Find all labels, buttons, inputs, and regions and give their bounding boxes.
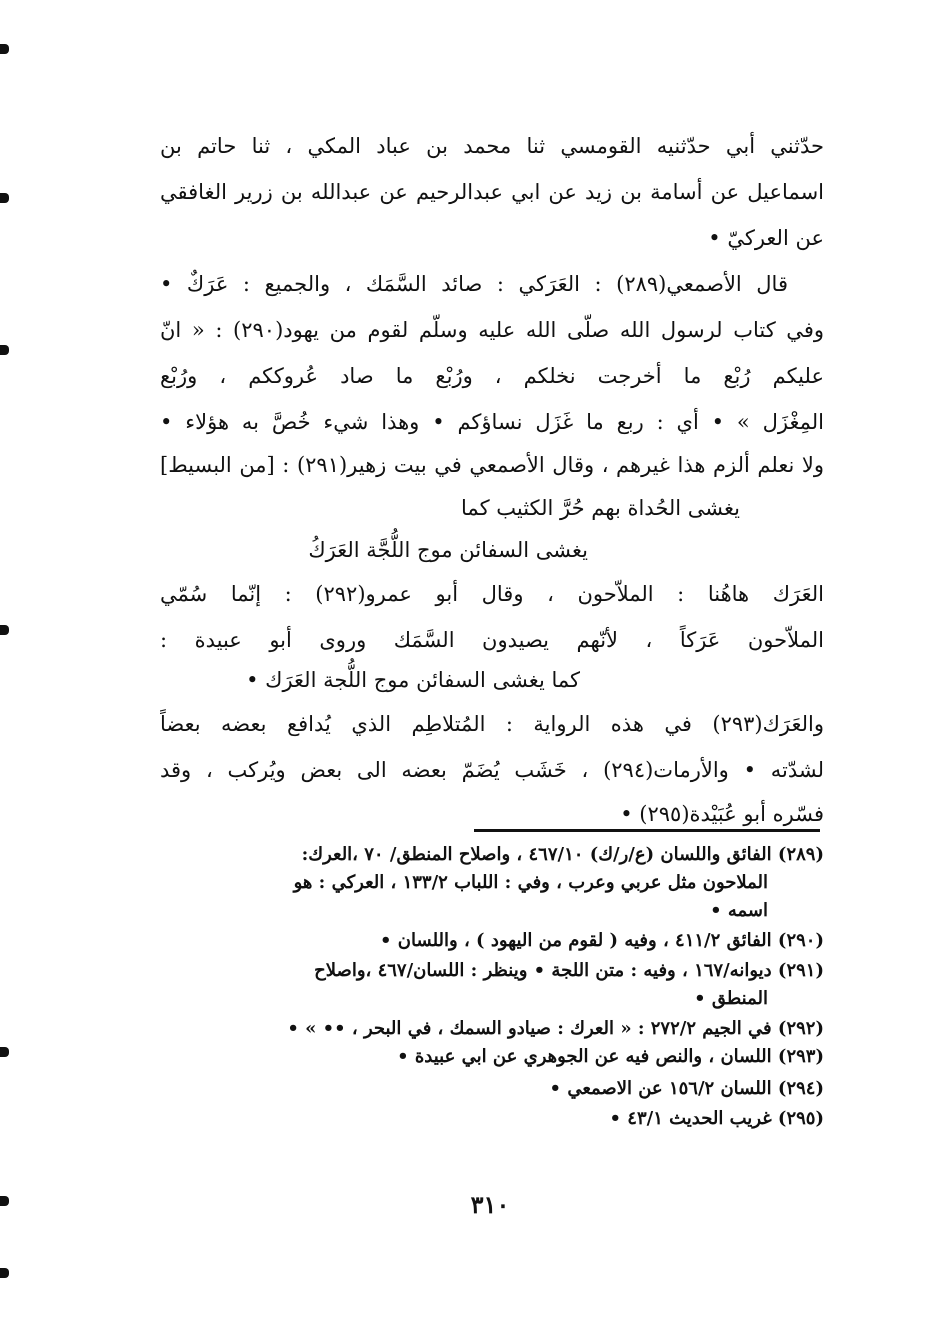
footnote-line: (٢٩٣) اللسان ، والنص فيه عن الجوهري عن ابي عبيدة • bbox=[397, 1046, 824, 1067]
text-line: عليكم رُبْع ما أخرجت نخلكم ، ورُبْع ما صاد عُروككم ، ورُبْع bbox=[160, 364, 824, 388]
text-line: المِغْزَل » • أي : ربع ما غَزَل نساؤكم • وهذا شيء خُصَّ به هؤلاء • bbox=[160, 410, 824, 434]
text-line: العَرَك هاهُنا : الملاّحون ، وقال أبو عمرو(٢٩٢) : إنّما سُمّي bbox=[160, 582, 824, 606]
scan-edge-mark bbox=[0, 1268, 9, 1278]
page-number: ٣١٠ bbox=[470, 1190, 510, 1219]
text-line: الملاّحون عَرَكاً ، لأنّهم يصيدون السَّمَك وروى أبو عبيدة : bbox=[160, 628, 824, 652]
text-line: قال الأصمعي(٢٨٩) : العَرَكي : صائد السَّمَك ، والجميع : عَرَكٌ • bbox=[160, 272, 788, 296]
scan-edge-mark bbox=[0, 1196, 9, 1206]
footnote-line: اسمه • bbox=[710, 900, 768, 921]
footnote-line: (٢٩١) ديوانه/١٦٧ ، وفيه : متن اللجة • وينظر : اللسان/٤٦٧ ،واصلاح bbox=[314, 960, 824, 981]
footnote-separator bbox=[474, 829, 820, 832]
footnote-line: (٢٩٥) غريب الحديث ٤٣/١ • bbox=[609, 1108, 824, 1129]
scan-edge-mark bbox=[0, 44, 9, 54]
footnote-line: (٢٩٠) الفائق ٤١١/٢ ، وفيه ( لقوم من اليهود ) ، واللسان • bbox=[380, 930, 824, 951]
footnote-line: (٢٩٢) في الجيم ٢٧٢/٢ : « العرك : صيادو السمك ، في البحر ، •• » • bbox=[287, 1018, 824, 1039]
scan-edge-mark bbox=[0, 1047, 9, 1057]
footnote-line: الملاحون مثل عربي وعرب ، وفي : اللباب ١٣٣/٢ ، العركي : هو bbox=[293, 872, 768, 893]
text-line: عن العركيّ • bbox=[708, 226, 824, 250]
scan-edge-mark bbox=[0, 625, 9, 635]
verse-line: يغشى الحُداة بهم حُرَّ الكثيب كما bbox=[461, 496, 740, 520]
text-line: فسّره أبو عُبَيْدة(٢٩٥) • bbox=[620, 802, 824, 826]
text-line: حدّثني أبي حدّثنيه القومسي ثنا محمد بن عباد المكي ، ثنا حاتم بن bbox=[160, 134, 824, 158]
text-line: والعَرَك(٢٩٣) في هذه الرواية : المُتلاطِم الذي يُدافع بعضه بعضاً bbox=[160, 712, 824, 736]
footnote-line: (٢٩٤) اللسان ١٥٦/٢ عن الاصمعي • bbox=[549, 1078, 824, 1099]
verse-line: يغشى السفائن موج اللُّجَّة العَرَكُ bbox=[308, 538, 588, 562]
footnote-line: المنطق • bbox=[694, 988, 768, 1009]
scan-edge-mark bbox=[0, 345, 9, 355]
text-line: ولا نعلم ألزم هذا غيرهم ، وقال الأصمعي في بيت زهير(٢٩١) : [من البسيط] bbox=[160, 453, 824, 477]
footnote-line: (٢٨٩) الفائق واللسان (ع/ر/ك) ٤٦٧/١٠ ، واصلاح المنطق/ ٧٠ ،العرك: bbox=[301, 844, 824, 865]
text-line: اسماعيل عن أسامة بن زيد عن ابي عبدالرحيم عن عبدالله بن زرير الغافقي bbox=[160, 180, 824, 204]
scan-edge-mark bbox=[0, 193, 9, 203]
text-line: وفي كتاب لرسول الله صلّى الله عليه وسلّم لقوم من يهود(٢٩٠) : « انّ bbox=[160, 318, 824, 342]
verse-line: كما يغشى السفائن موج اللُّجة العَرَك • bbox=[246, 668, 580, 692]
text-line: لشدّته • والأرمات(٢٩٤) ، خَشَب يُضَمّ بعضه الى بعض ويُركب ، وقد bbox=[160, 758, 824, 782]
